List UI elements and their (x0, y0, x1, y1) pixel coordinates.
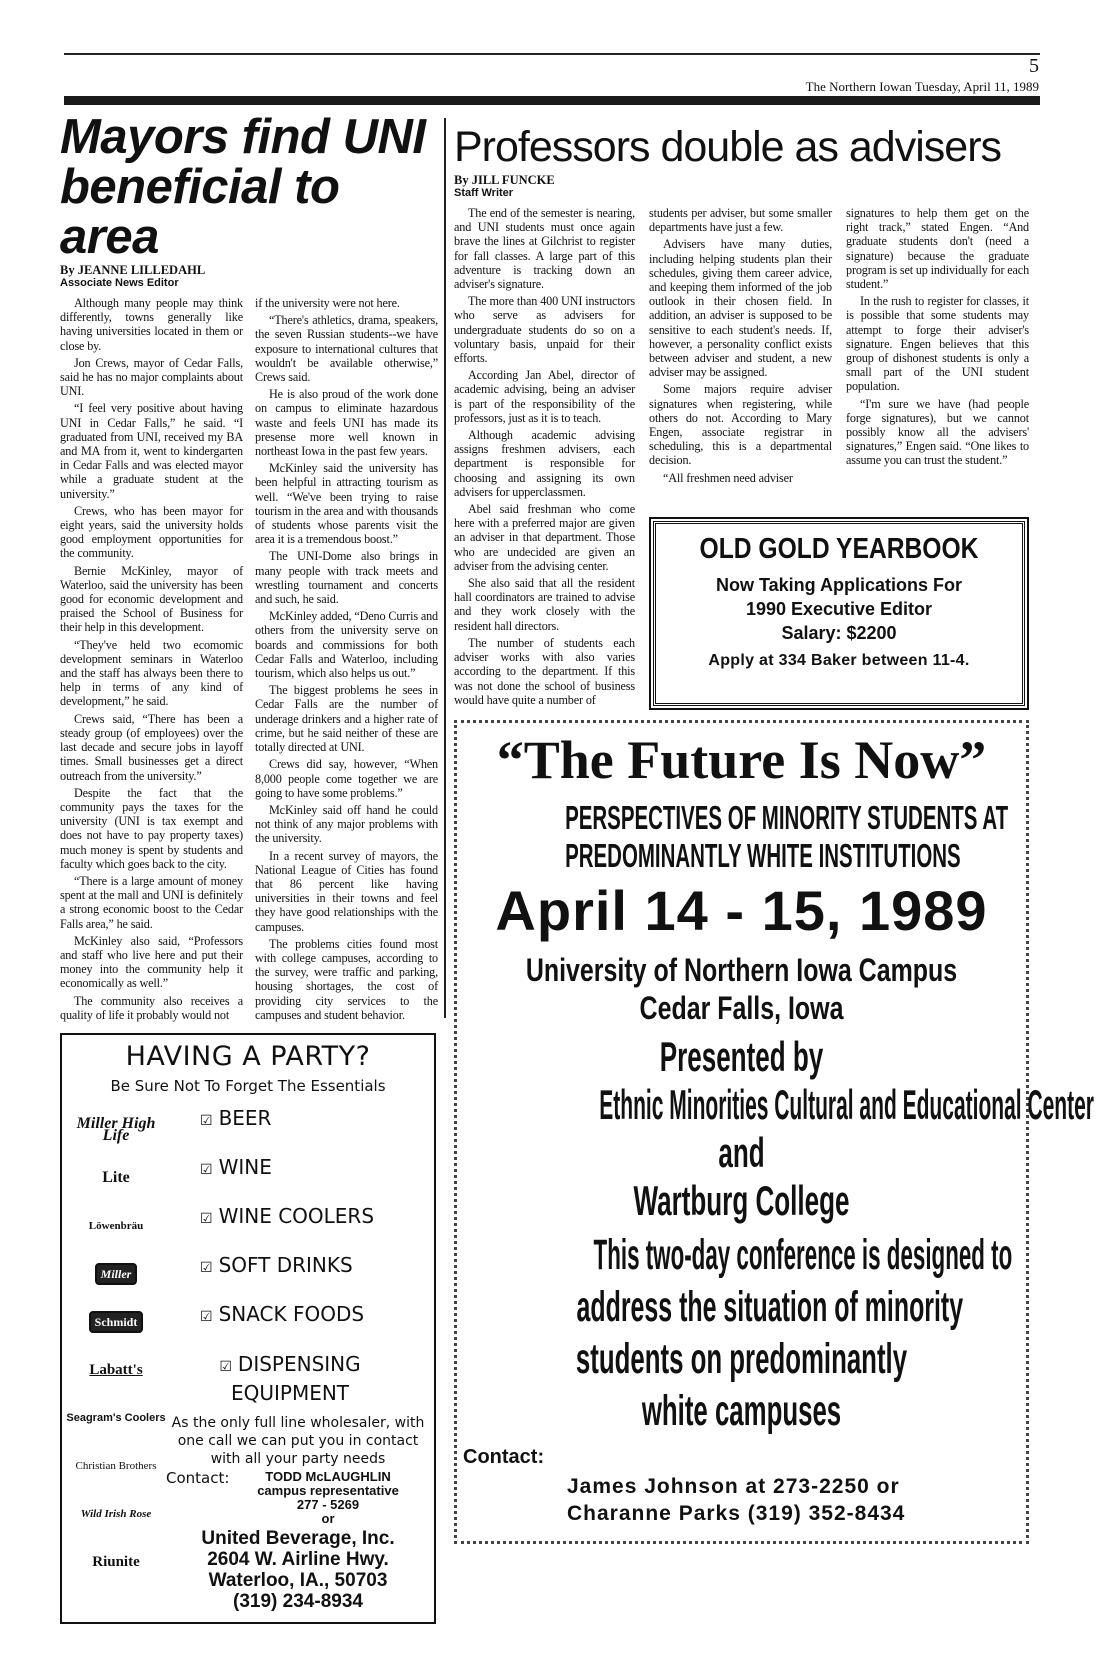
seagrams-logo: Seagram's Coolers (66, 1411, 166, 1424)
yearbook-title: OLD GOLD YEARBOOK (699, 532, 979, 565)
contact-phone: 277 - 5269 (296, 1496, 360, 1512)
article-paragraph: signatures to help them get on the right track,” stated Engen. “And graduate students don't (need a signature) because the graduate program is set up individually for each student.” (846, 206, 1030, 292)
brand-logos (62, 1106, 166, 1612)
checkbox-icon: ☑ (219, 1358, 232, 1375)
essential-item: ☑ WINE COOLERS (200, 1203, 375, 1228)
article-paragraph: The more than 400 UNI instructors who serve as advisers for undergraduate students do so on a voluntary basis, unpaid for their efforts. (454, 294, 635, 366)
article-paragraph: The problems cities found most with college campuses, according to the survey, were traffic and parking, housing shortages, the cost of providing city services to the campuses and student behavior. (255, 936, 438, 1022)
byline-title: Associate News Editor (60, 277, 179, 289)
byline-author: By JEANNE LILLEDAHL (60, 263, 206, 277)
article-paragraph: students per adviser, but some smaller departments have just a few. (649, 206, 832, 235)
schmidt-logo: Schmidt (66, 1298, 166, 1346)
checkbox-icon: ☑ (200, 1161, 213, 1178)
essential-item: ☑ BEER (200, 1105, 272, 1130)
article-paragraph: Crews said, “There has been a steady group (of employees) over the last decade and secure jobs in layoff times. Small businesses get a direct outreach from the university.” (60, 711, 243, 783)
article-paragraph: Crews did say, however, “When 8,000 people come together we are going to have some problems.” (255, 757, 438, 800)
labatts-logo: Labatt's (89, 1361, 143, 1378)
article-paragraph: She also said that all the resident hall coordinators are trained to advise and they work closely with the resident hall directors. (454, 576, 635, 633)
article-paragraph: Some majors require adviser signatures when registering, while others do not. According to Mary Engen, associate registrar in scheduling, this is a departmental decision. (649, 382, 832, 468)
lowenbrau-logo: Löwenbräu (88, 1219, 144, 1232)
party-ad-details (166, 1106, 434, 1612)
article-paragraph: The biggest problems he sees in Cedar Falls are the number of underage drinkers and a higher rate of crime, but he said neither of these are totally directed at UNI. (255, 683, 438, 755)
article-paragraph: Jon Crews, mayor of Cedar Falls, said he has no major complaints about UNI. (60, 355, 243, 399)
essentials-list (166, 1106, 430, 1406)
contact-or: or (321, 1510, 335, 1526)
christian-brothers-logo: Christian Brothers (75, 1459, 157, 1472)
riunite-logo: Riunite (92, 1553, 140, 1570)
wild-irish-rose-logo: Wild Irish Rose (80, 1507, 152, 1520)
article-paragraph: McKinley said off hand he could not think of any major problems with the university. (255, 802, 438, 846)
party-ad-content (62, 1106, 434, 1612)
future-ad-contacts (463, 1473, 1026, 1527)
advisers-headline: Professors double as advisers (454, 123, 1002, 171)
article-paragraph: The end of the semester is nearing, and UNI students must once again brave the lines at Gilchrist to register for fall classes. A large part of this adventure is tracking down an adviser's signature. (454, 206, 635, 292)
future-ad-contact (457, 1445, 1026, 1527)
article-paragraph: Advisers have many duties, including helping students plan their schedules, giving them career advice, and keeping them informed of the job outlook in their chosen field. In addition, an adviser is supposed to be sensitive to each student's needs. If, however, a personality conflict exists between adviser and student, a new adviser may be assigned. (649, 237, 832, 380)
byline-title: Staff Writer (454, 187, 514, 199)
article-paragraph: “They've held two ecomomic development seminars in Waterloo and the staff has always been there to help in terms of any kind of development,” he said. (60, 637, 243, 709)
yearbook-apply: Apply at 334 Baker between 11-4. (708, 651, 970, 669)
header-bar (64, 96, 1040, 105)
company-block (166, 1528, 430, 1612)
page-number: 5 (1029, 55, 1039, 77)
contact-role: campus representative (257, 1482, 399, 1498)
advisers-column-1 (454, 206, 635, 710)
company-phone: (319) 234-8934 (233, 1590, 363, 1612)
mayors-column-2 (255, 296, 438, 1025)
article-paragraph: “I'm sure we have (had people forge signatures), but we cannot possibly know all the advisers' signatures,” Engen said. “One likes to assume you can trust the student.” (846, 396, 1029, 468)
mayors-byline (60, 264, 438, 290)
party-ad-body: As the only full line wholesaler, with one call we can put you in contact with all your party needs (171, 1414, 425, 1467)
future-ad-title: “The Future Is Now” (496, 729, 987, 790)
article-paragraph: McKinley also said, “Professors and staff who live here and put their money into the community help it economically as well.” (60, 933, 243, 991)
yearbook-salary: Salary: $2200 (781, 622, 897, 643)
article-paragraph: “There's athletics, drama, speakers, the seven Russian students--we have exposure to international cultures that wouldn't be available otherwise,” Crews said. (255, 313, 438, 385)
mayors-columns (60, 296, 438, 1025)
byline-author: By JILL FUNCKE (454, 173, 555, 187)
contact-line: James Johnson at 273-2250 or (567, 1474, 900, 1498)
company-city: Waterloo, IA., 50703 (208, 1569, 388, 1591)
article-paragraph: Despite the fact that the community pays the taxes for the university (UNI is tax exempt and does not have to pay property taxes) much money is spent by students and faculty which goes back to the city. (60, 785, 243, 871)
future-ad-presented-by: Presented by (659, 1032, 824, 1080)
article-paragraph: McKinley said the university has been helpful in attracting tourism as well. “We've been trying to raise tourism in the area and with thousands of students whose parents visit the area it is a tremendous boost.” (255, 461, 438, 547)
advisers-byline (454, 174, 1034, 200)
column-divider (444, 118, 446, 1018)
top-rule (64, 53, 1040, 55)
article-paragraph: The UNI-Dome also brings in many people with track meets and wrestling tournament and concerts and such, he said. (255, 549, 438, 607)
article-paragraph: The number of students each adviser works with also varies according to the department. If this was not done the school of business would have quite a number of (454, 635, 635, 707)
article-paragraph: In a recent survey of mayors, the National League of Cities has found that 86 percent like having universities in their towns and feel they have good relationships with the campuses. (255, 848, 438, 934)
advisers-column-3 (846, 206, 1029, 509)
article-paragraph: “All freshmen need adviser (663, 470, 793, 485)
mayors-column-1 (60, 296, 243, 1025)
company-name: United Beverage, Inc. (201, 1527, 395, 1549)
party-ad-contact (166, 1470, 430, 1526)
article-paragraph: Bernie McKinley, mayor of Waterloo, said the university has been good for economic development and praised the School of Business for their help in this development. (60, 563, 243, 635)
future-ad-campus: University of Northern Iowa Campus (525, 951, 958, 988)
yearbook-line: Now Taking Applications For (715, 574, 962, 595)
yearbook-ad (653, 521, 1025, 706)
checkbox-icon: ☑ (200, 1112, 213, 1129)
miller-logo: Miller High Life (76, 1114, 156, 1144)
future-ad-perspectives: PERSPECTIVES OF MINORITY STUDENTS AT (565, 798, 1009, 836)
advisers-layout (454, 206, 1094, 1544)
article-paragraph: The community also receives a quality of life it probably would not (60, 993, 243, 1022)
company-address: 2604 W. Airline Hwy. (207, 1548, 389, 1570)
future-ad-presenter: Ethnic Minorities Cultural and Educational Center (599, 1080, 1094, 1128)
essential-item: ☑ DISPENSING EQUIPMENT (219, 1351, 361, 1405)
article-paragraph: He is also proud of the work done on campus to eliminate hazardous waste and feels UNI has made its presense more well known in northeast Iowa in the past few years. (255, 387, 438, 459)
contact-label: Contact: (166, 1468, 230, 1487)
contact-details (226, 1470, 430, 1526)
article-paragraph: According Jan Abel, director of academic advising, being an adviser is part of the responsibility of the professors, just as it is to teach. (454, 368, 635, 425)
future-is-now-ad (454, 720, 1094, 1544)
left-section (60, 112, 438, 1624)
right-section (454, 122, 1094, 1544)
article-paragraph: Crews, who has been mayor for eight years, said the university holds good employment opportunities for the community. (60, 503, 243, 561)
party-ad-title: HAVING A PARTY? (125, 1040, 371, 1072)
article-paragraph: “I feel very positive about having UNI in Cedar Falls,” he said. “I graduated from UNI, received my BA and MA from it, went to kindergarten in Cedar Falls and was elected mayor while a graduate student at the university.” (60, 401, 243, 501)
mayors-headline: Mayors find UNI beneficial to area (60, 110, 426, 264)
essential-item: ☑ WINE (200, 1154, 272, 1179)
future-ad-contact-label: Contact: (463, 1445, 545, 1468)
miller-label-logo: Miller (66, 1250, 166, 1298)
checkbox-icon: ☑ (200, 1308, 213, 1325)
article-paragraph: Abel said freshman who come here with a preferred major are given an adviser in that department. Those who are undecided are given an adviser from the advising center. (454, 502, 635, 573)
essential-item: ☑ SOFT DRINKS (200, 1252, 353, 1277)
contact-name: TODD McLAUGHLIN (265, 1468, 391, 1484)
future-ad-description: white campuses (641, 1386, 842, 1435)
article-paragraph: In the rush to register for classes, it is possible that some students may attempt to forge their adviser's signature. Engen believes that this group of dishonest students is only a small part of the UNI student population. (846, 294, 1029, 394)
masthead-dateline: The Northern Iowan Tuesday, April 11, 1989 (805, 79, 1039, 94)
future-ad-description: students on predominantly (575, 1334, 908, 1383)
future-ad-perspectives: PREDOMINANTLY WHITE INSTITUTIONS (565, 836, 961, 874)
contact-line: Charanne Parks (319) 352-8434 (567, 1501, 906, 1525)
yearbook-line: 1990 Executive Editor (745, 598, 933, 619)
article-paragraph: Although academic advising assigns freshmen advisers, each department is responsible for choosing and assigning its own advisers for upperclassmen. (454, 428, 635, 499)
future-ad-date: April 14 - 15, 1989 (495, 878, 988, 942)
essential-item: ☑ SNACK FOODS (200, 1301, 365, 1326)
article-paragraph: McKinley added, “Deno Curris and others from the university serve on boards and commissions for both Cedar Falls and Waterloo, including tourism, which also helps us out.” (255, 609, 438, 681)
article-paragraph: “There is a large amount of money spent at the mall and UNI is definitely a strong economic boost to the Cedar Falls area,” he said. (60, 873, 243, 931)
future-ad-description: This two-day conference is designed to (593, 1230, 1013, 1279)
party-ad (60, 1033, 436, 1624)
party-ad-subtitle: Be Sure Not To Forget The Essentials (110, 1076, 386, 1095)
article-paragraph: if the university were not here. (255, 296, 400, 310)
checkbox-icon: ☑ (200, 1210, 213, 1227)
advisers-column-2 (649, 206, 832, 509)
future-ad-city: Cedar Falls, Iowa (639, 989, 844, 1026)
lite-logo: Lite (102, 1168, 130, 1186)
article-paragraph: Although many people may think differently, towns generally like having universities located in them or close by. (60, 296, 243, 353)
future-ad-description: address the situation of minority (576, 1282, 964, 1331)
checkbox-icon: ☑ (200, 1259, 213, 1276)
future-ad-presenter: Wartburg College (633, 1176, 850, 1224)
future-ad-and: and (718, 1128, 765, 1176)
